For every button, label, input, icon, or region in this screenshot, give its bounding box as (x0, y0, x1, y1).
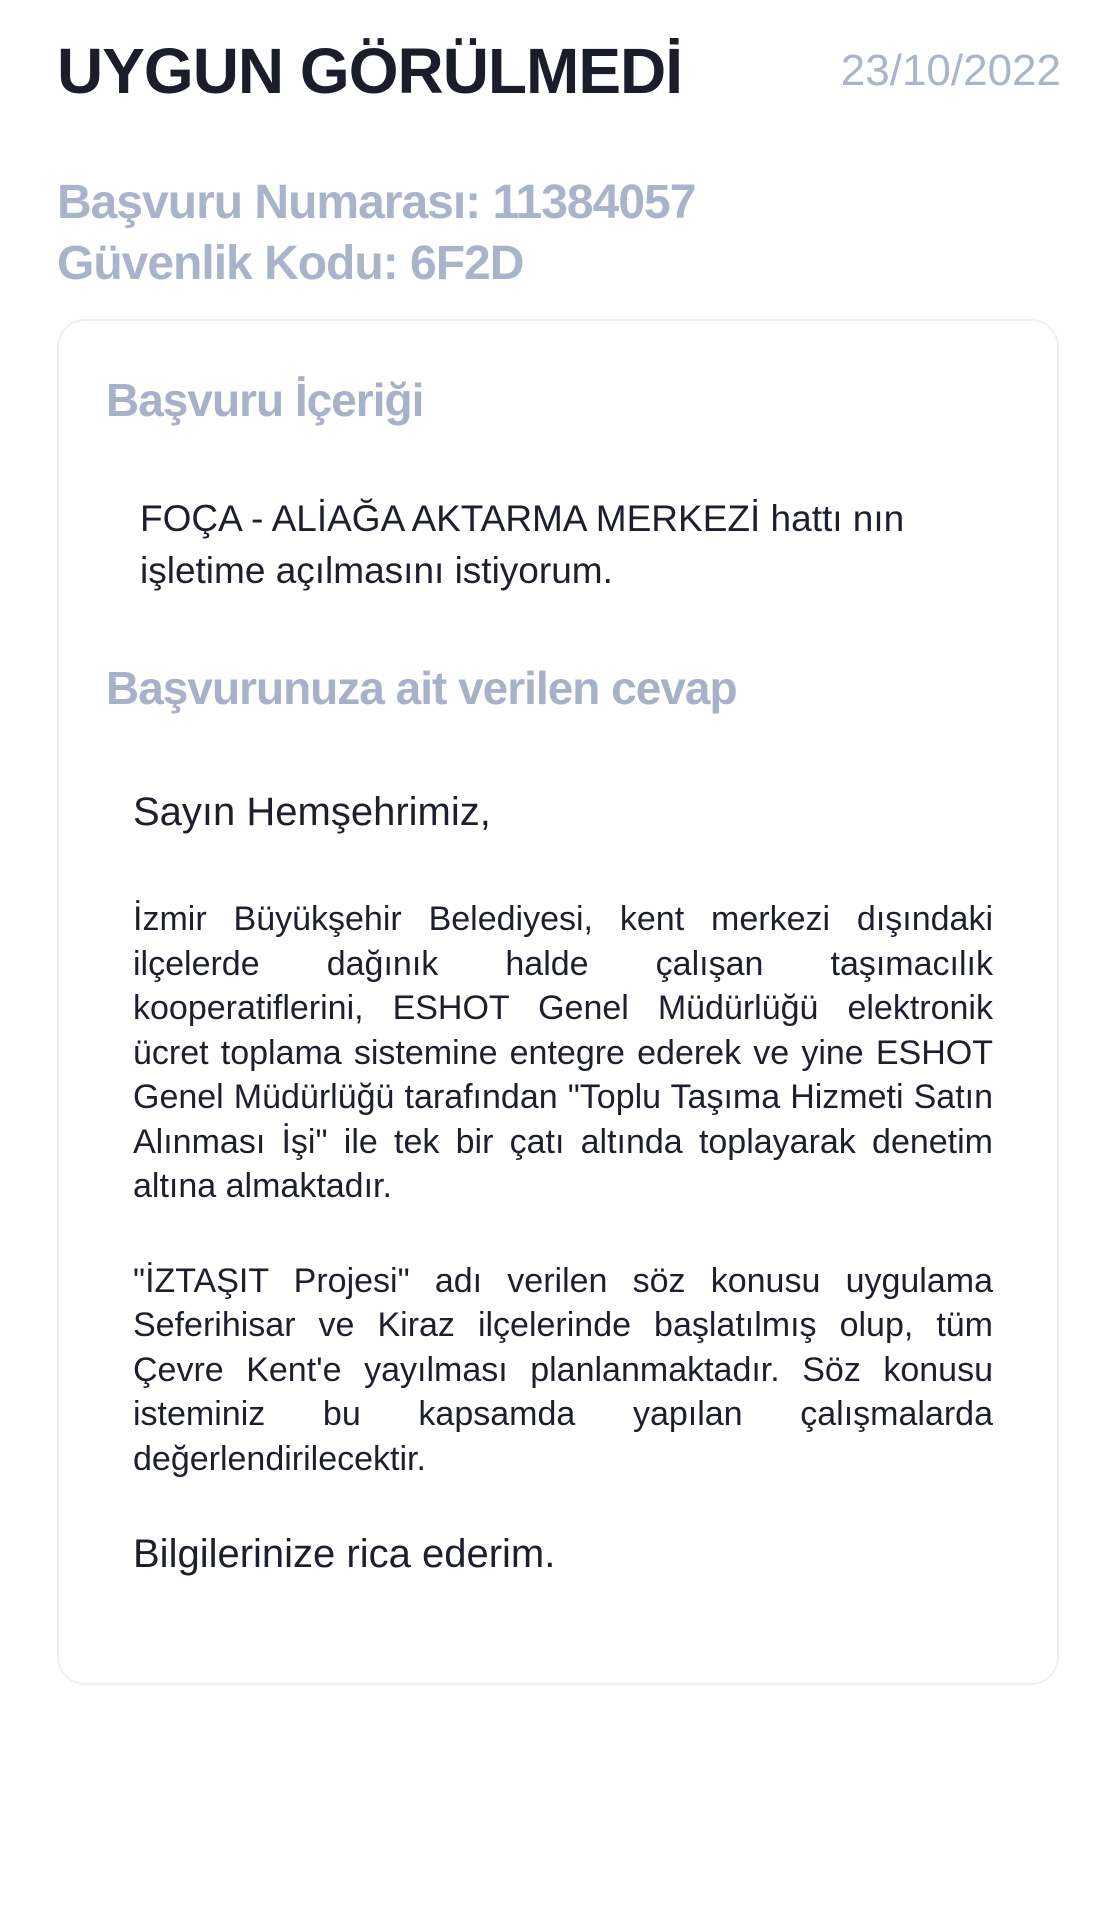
reply-paragraph-2: "İZTAŞIT Projesi" adı verilen söz konusu uygulama Seferihisar ve Kiraz ilçelerinde başlatılmış olup, tüm Çevre Kent'e yayılması planlanmaktadır. Söz konusu isteminiz bu kapsamda yapılan çalışmalarda değerlendirilecektir. (133, 1261, 993, 1478)
security-code: Güvenlik Kodu: 6F2D (57, 237, 524, 290)
application-meta (57, 172, 695, 294)
reply-body (133, 787, 993, 1579)
application-card (57, 319, 1059, 1685)
reply-closing: Bilgilerinize rica ederim. (133, 1532, 556, 1576)
application-date: 23/10/2022 (840, 46, 1061, 95)
reply-title: Başvurunuza ait verilen cevap (106, 662, 737, 714)
header (57, 30, 1061, 110)
reply-greeting: Sayın Hemşehrimiz, (133, 790, 491, 834)
application-number: Başvuru Numarası: 11384057 (57, 176, 696, 229)
status-title: UYGUN GÖRÜLMEDİ (57, 35, 682, 107)
application-content-title: Başvuru İçeriği (106, 374, 424, 426)
application-content-text: FOÇA - ALİAĞA AKTARMA MERKEZİ hattı nın işletime açılmasını istiyorum. (140, 498, 905, 591)
reply-paragraph-1: İzmir Büyükşehir Belediyesi, kent merkezi dışındaki ilçelerde dağınık halde çalışan taşımacılık kooperatiflerini, ESHOT Genel Müdürlüğü elektronik ücret toplama sistemine entegre ederek ve yine ESHOT Genel Müdürlüğü tarafından "Toplu Taşıma Hizmeti Satın Alınması İşi" ile tek bir çatı altında toplayarak denetim altına almaktadır. (133, 900, 993, 1205)
